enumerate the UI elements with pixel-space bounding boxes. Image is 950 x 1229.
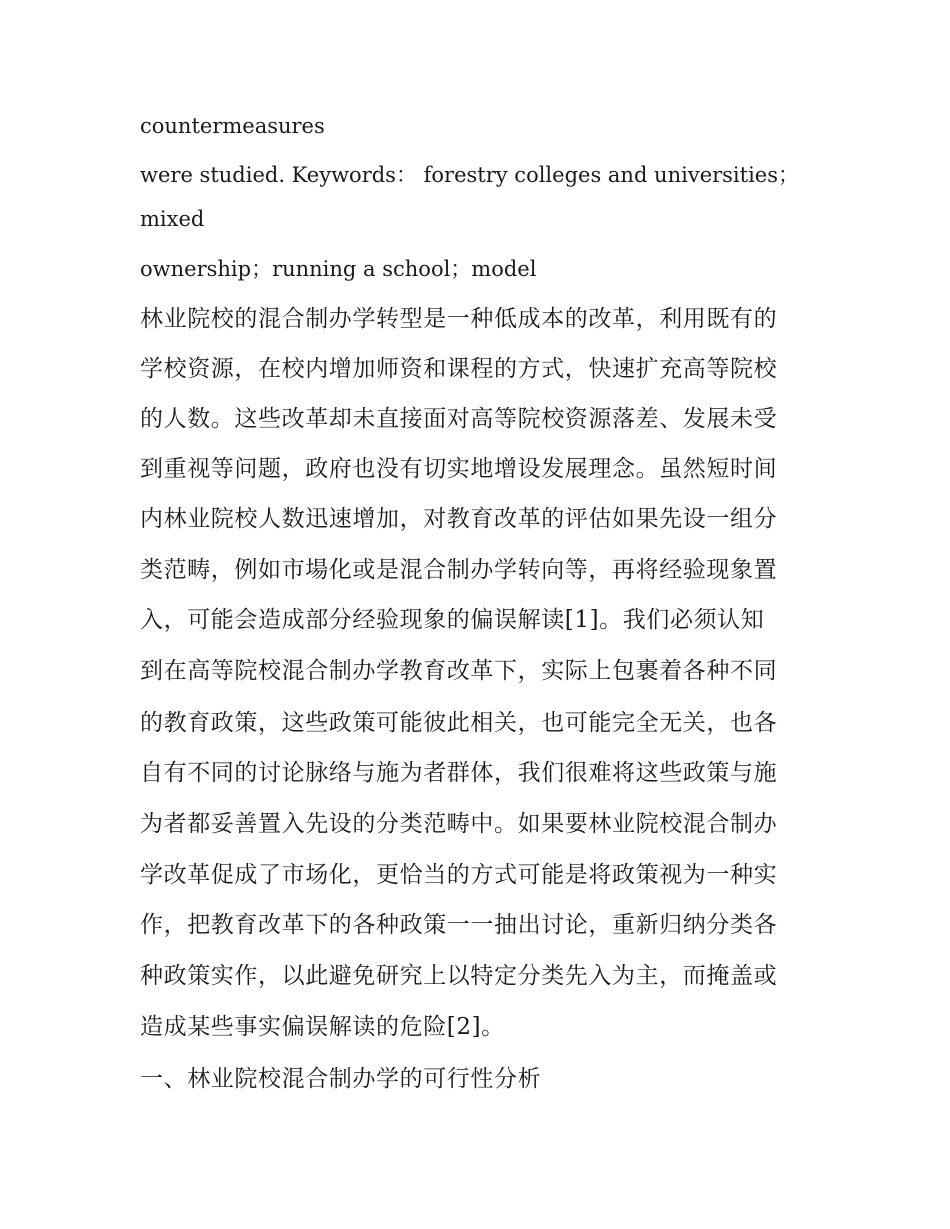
paragraph-line-14: 种政策实作，以此避免研究上以特定分类先入为主，而掩盖或 (140, 963, 778, 989)
paragraph-line-6: 类范畴，例如市場化或是混合制办学转向等，再将经验现象置 (140, 557, 778, 583)
paragraph-line-1: 林业院校的混合制办学转型是一种低成本的改革，利用既有的 (140, 306, 778, 332)
paragraph-line-13: 作，把教育改革下的各种政策一一抽出讨论，重新归纳分类各 (140, 912, 778, 938)
paragraph-line-8: 到在高等院校混合制办学教育改革下，实际上包裹着各种不同 (140, 658, 778, 684)
paragraph-line-12: 学改革促成了市场化，更恰当的方式可能是将政策视为一种实 (140, 862, 778, 888)
paragraph-line-9: 的教育政策，这些政策可能彼此相关，也可能完全无关，也各 (140, 710, 778, 736)
paragraph-line-4: 到重视等问题，政府也没有切实地增设发展理念。虽然短时间 (140, 456, 778, 482)
paragraph-line-7: 入，可能会造成部分经验现象的偏误解读[1]。我们必须认知 (140, 607, 765, 633)
section-heading: 一、林业院校混合制办学的可行性分析 (140, 1066, 542, 1092)
paragraph-line-11: 为者都妥善置入先设的分类范畴中。如果要林业院校混合制办 (140, 811, 778, 837)
text-line-2: were studied. Keywords： forestry colleges and universities； (140, 163, 800, 187)
paragraph-line-2: 学校资源，在校内增加师资和课程的方式，快速扩充高等院校 (140, 356, 778, 382)
paragraph-line-3: 的人数。这些改革却未直接面对高等院校资源落差、发展未受 (140, 406, 778, 432)
paragraph-line-10: 自有不同的讨论脉络与施为者群体，我们很难将这些政策与施 (140, 760, 778, 786)
text-line-3: mixed (140, 207, 205, 231)
text-line-1: countermeasures (140, 114, 325, 138)
paragraph-line-5: 内林业院校人数迅速增加，对教育改革的评估如果先设一组分 (140, 506, 778, 532)
text-line-4: ownership；running a school；model (140, 257, 537, 281)
paragraph-line-15: 造成某些事实偏误解读的危险[2]。 (140, 1014, 505, 1040)
